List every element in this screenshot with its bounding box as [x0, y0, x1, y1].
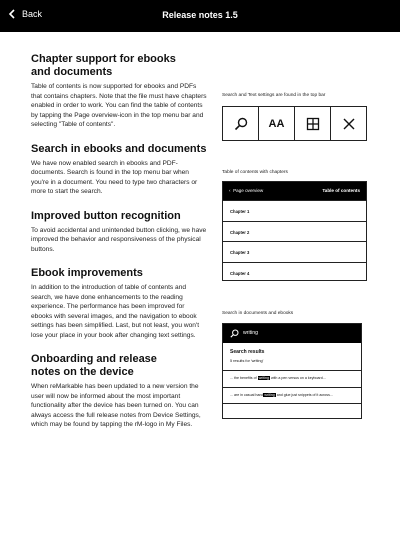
result-row	[223, 404, 361, 421]
section-button-recognition	[31, 210, 207, 255]
toc-tab-label: Table of contents	[322, 188, 360, 193]
close-tool	[331, 107, 366, 140]
section-body: To avoid accidental and unintended button clicking, we have improved the behavior and responsiveness of the physical buttons.	[31, 226, 207, 253]
close-icon	[342, 117, 356, 131]
search-query: writing	[243, 330, 258, 336]
toc-illustration	[222, 181, 367, 281]
toc-row: Chapter 3	[223, 241, 366, 262]
page-overview-tool	[295, 107, 331, 140]
page-title: Release notes 1.5	[162, 10, 238, 20]
toc-header	[223, 182, 366, 200]
section-chapter-support	[31, 53, 207, 130]
result-highlight: writing	[258, 376, 269, 380]
grid-icon	[306, 117, 320, 131]
release-notes-text	[31, 53, 207, 443]
result-row: ... the benefits of writing with a pen versus on a keyboard...	[223, 371, 361, 388]
text-settings-tool	[259, 107, 295, 140]
result-row: ... are in casual handwriting and glue just snippets of it across...	[223, 388, 361, 405]
search-icon	[234, 117, 248, 131]
section-ebook-improvements	[31, 267, 207, 340]
section-body: When reMarkable has been updated to a new version the user will now be informed about the most important functionality after the device has been turned on. You can always access the full release notes from Device Settings, which may be found by tapping the rM-logo in My Files.	[31, 383, 201, 428]
search-illustration	[222, 323, 362, 419]
section-title: Chapter support for ebooks and documents	[31, 53, 176, 78]
toc-row: Chapter 4	[223, 262, 366, 283]
search-header	[223, 324, 361, 343]
results-count: 5 results for 'writing'	[223, 359, 361, 371]
results-title: Search results	[230, 349, 265, 355]
section-search	[31, 143, 207, 197]
section-body: In addition to the introduction of table of contents and search, we have done enhancements to the reading experience. The performance has been improved for ebooks with several images, and the navigation to ebook settings has been simplified. Last, but not least, you won't lose your place in your book after changing text settings.	[31, 284, 200, 339]
search-caption: Search in documents and ebooks	[222, 311, 294, 316]
toolbar-illustration	[222, 106, 367, 141]
section-title: Improved button recognition	[31, 209, 181, 222]
search-icon	[230, 329, 239, 338]
back-label: Back	[22, 9, 43, 19]
result-highlight: writing	[264, 392, 275, 397]
toc-row: Chapter 1	[223, 200, 366, 221]
toolbar-caption: Search and Text settings are found in the top bar	[222, 93, 326, 98]
section-title: Ebook improvements	[31, 267, 143, 279]
section-title: Onboarding and release notes on the device	[31, 353, 157, 378]
section-body: Table of contents is now supported for ebooks and PDFs that contains chapters. Note that the file must have chapters enabled in order to work. You can find the table of contents by tapping the Page overview-icon in the top menu bar and selecting "Table of contents".	[31, 83, 207, 128]
top-bar	[0, 0, 400, 32]
section-body: We have now enabled search in ebooks and PDF-documents. Search is found in the top menu bar when you're in a document. You need to type two characters or more to start the search.	[31, 159, 198, 195]
section-title: Search in ebooks and documents	[31, 142, 207, 155]
search-tool	[223, 107, 259, 140]
section-onboarding	[31, 353, 207, 430]
toc-caption: Table of contents with chapters	[222, 170, 288, 175]
toc-row: Chapter 2	[223, 221, 366, 242]
text-settings-icon: AA	[268, 117, 285, 130]
toc-back-label: ‹ Page overview	[229, 188, 264, 193]
